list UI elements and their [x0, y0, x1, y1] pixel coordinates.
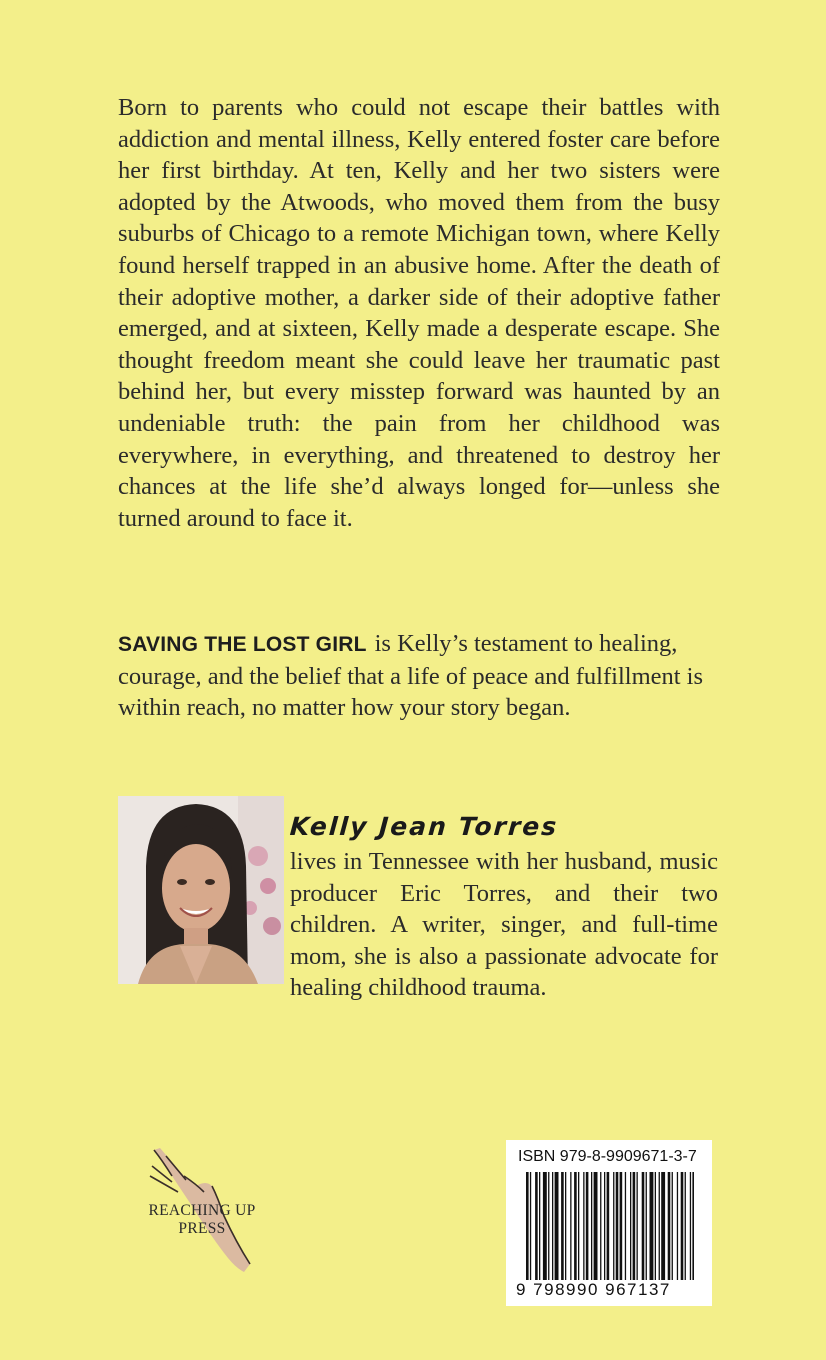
- barcode-bar: [672, 1172, 673, 1284]
- publisher-logo: [132, 1146, 272, 1276]
- barcode-bar: [661, 1172, 665, 1284]
- barcode-bar: [668, 1172, 671, 1284]
- barcode-bar: [681, 1172, 684, 1284]
- barcode-bar: [539, 1172, 540, 1284]
- barcode-bar: [604, 1172, 605, 1284]
- barcode-bar: [594, 1172, 598, 1284]
- barcode-bar: [561, 1172, 564, 1284]
- barcode-bar: [625, 1172, 626, 1284]
- barcode-bar: [630, 1172, 631, 1284]
- author-name: Kelly Jean Torres: [288, 812, 560, 841]
- author-portrait-image: [118, 796, 284, 984]
- barcode-bar: [600, 1172, 601, 1284]
- barcode-bar: [642, 1172, 645, 1284]
- barcode-bar: [633, 1172, 636, 1284]
- barcode-bar: [570, 1172, 571, 1284]
- barcode-bar: [690, 1172, 691, 1284]
- barcode-bar: [586, 1172, 589, 1284]
- isbn-label: ISBN 979-8-9909671-3-7: [518, 1148, 697, 1165]
- barcode-bar: [616, 1172, 619, 1284]
- barcode-bar: [574, 1172, 577, 1284]
- barcode-bar: [650, 1172, 654, 1284]
- barcode-bars: [526, 1172, 694, 1284]
- book-title: SAVING THE LOST GIRL: [118, 633, 367, 656]
- author-photo: [118, 796, 284, 984]
- barcode-bar: [685, 1172, 686, 1284]
- back-cover-blurb: Born to parents who could not escape their battles with addiction and mental illness, Kelly entered foster care before her first birthday. At ten, Kelly and her two sisters were adopted by the Atwoods, who moved them from the busy suburbs of Chicago to a remote Michigan town, where Kelly found herself trapped in an abusive home. After the death of their adoptive mother, a darker side of their adoptive father emerged, and at sixteen, Kelly made a desperate escape. She thought freedom meant she could leave her traumatic past behind her, but every misstep forward was haunted by an undeniable truth: the pain from her childhood was everywhere, in everything, and threatened to destroy her chances at the life she’d always longed for—unless she turned around to face it.: [118, 94, 720, 532]
- barcode-bar: [526, 1172, 529, 1284]
- barcode-bar: [578, 1172, 579, 1284]
- isbn-barcode: [506, 1140, 712, 1306]
- barcode-bar: [548, 1172, 549, 1284]
- barcode-bar: [659, 1172, 660, 1284]
- testament-text: is Kelly’s testament to healing, courage, and the belief that a life of peace and fulfillment is within reach, no matter how your story began.: [118, 630, 704, 722]
- barcode-bar: [565, 1172, 566, 1284]
- barcode-digits: 9 798990 967137: [516, 1280, 706, 1300]
- barcode-bar: [552, 1172, 553, 1284]
- barcode-bar: [591, 1172, 592, 1284]
- barcode-bar: [535, 1172, 538, 1284]
- publisher-name: [132, 1202, 272, 1238]
- publisher-name-line1: REACHING UP: [148, 1202, 256, 1219]
- barcode-bar: [607, 1172, 610, 1284]
- barcode-bar: [646, 1172, 647, 1284]
- publisher-name-line2: PRESS: [178, 1220, 226, 1237]
- barcode-bar: [620, 1172, 623, 1284]
- barcode-bar: [637, 1172, 638, 1284]
- barcode-bar: [655, 1172, 656, 1284]
- barcode-bar: [613, 1172, 614, 1284]
- barcode-bar: [530, 1172, 531, 1284]
- author-bio: lives in Tennessee with her husband, music producer Eric Torres, and their two children. A writer, singer, and full-time mom, she is also a passionate advocate for healing childhood trauma.: [290, 848, 718, 1002]
- barcode-bar: [692, 1172, 694, 1284]
- barcode-bar: [555, 1172, 559, 1284]
- barcode-bar: [583, 1172, 584, 1284]
- barcode-bar: [543, 1172, 547, 1284]
- barcode-bar: [677, 1172, 678, 1284]
- testament-paragraph: [118, 628, 720, 724]
